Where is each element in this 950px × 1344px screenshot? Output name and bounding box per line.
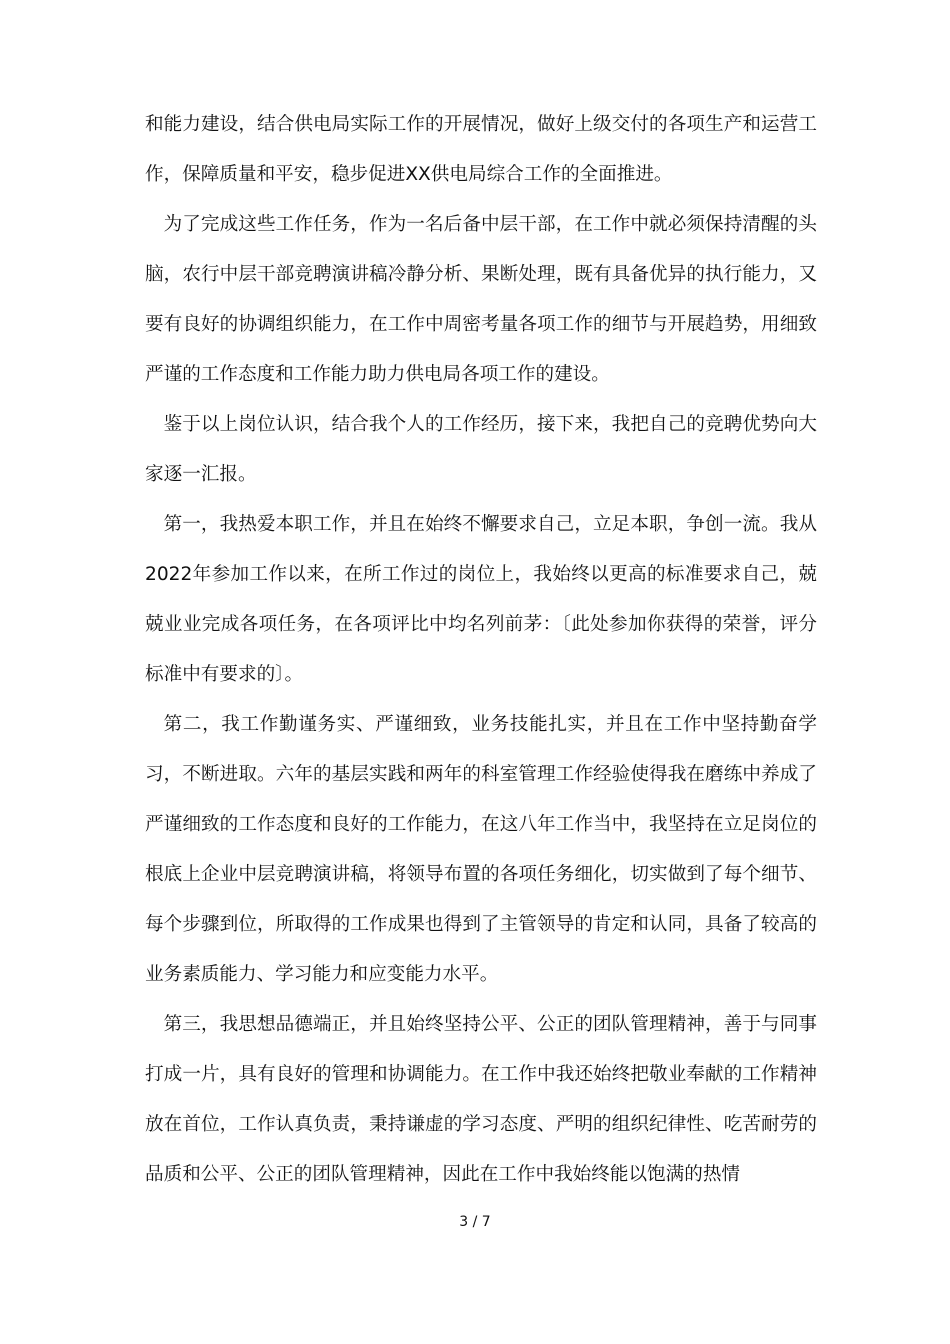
paragraph-third-advantage: 第三，我思想品德端正，并且始终坚持公平、公正的团队管理精神，善于与同事打成一片，具有良好的管理和协调能力。在工作中我还始终把敬业奉献的工作精神放在首位，工作认真负责，秉持谦虚的学习态度、严明的组织纪律性、吃苦耐劳的品质和公平、公正的团队管理精神，因此在工作中我始终能以饱满的热情	[145, 1014, 817, 1185]
paragraph-task-requirements: 为了完成这些工作任务，作为一名后备中层干部，在工作中就必须保持清醒的头脑，农行中层干部竞聘演讲稿冷静分析、果断处理，既有具备优异的执行能力，又要有良好的协调组织能力，在工作中周密考量各项工作的细节与开展趋势，用细致严谨的工作态度和工作能力助力供电局各项工作的建设。	[145, 214, 817, 385]
paragraph-second-advantage: 第二，我工作勤谨务实、严谨细致，业务技能扎实，并且在工作中坚持勤奋学习，不断进取。六年的基层实践和两年的科室管理工作经验使得我在磨练中养成了严谨细致的工作态度和良好的工作能力，在这八年工作当中，我坚持在立足岗位的根底上企业中层竞聘演讲稿，将领导布置的各项任务细化，切实做到了每个细节、每个步骤到位，所取得的工作成果也得到了主管领导的肯定和认同，具备了较高的业务素质能力、学习能力和应变能力水平。	[145, 714, 817, 985]
paragraph-transition: 鉴于以上岗位认识，结合我个人的工作经历，接下来，我把自己的竞聘优势向大家逐一汇报。	[145, 414, 817, 485]
paragraph-first-advantage: 第一，我热爱本职工作，并且在始终不懈要求自己，立足本职，争创一流。我从2022年参加工作以来，在所工作过的岗位上，我始终以更高的标准要求自己，兢兢业业完成各项任务，在各项评比中均名列前茅：〔此处参加你获得的荣誉，评分标准中有要求的〕。	[145, 514, 817, 685]
paragraph-continuation: 和能力建设，结合供电局实际工作的开展情况，做好上级交付的各项生产和运营工作，保障质量和平安，稳步促进XX供电局综合工作的全面推进。	[145, 114, 817, 185]
page-number: 3 / 7	[459, 1214, 491, 1230]
document-body	[145, 100, 817, 1200]
